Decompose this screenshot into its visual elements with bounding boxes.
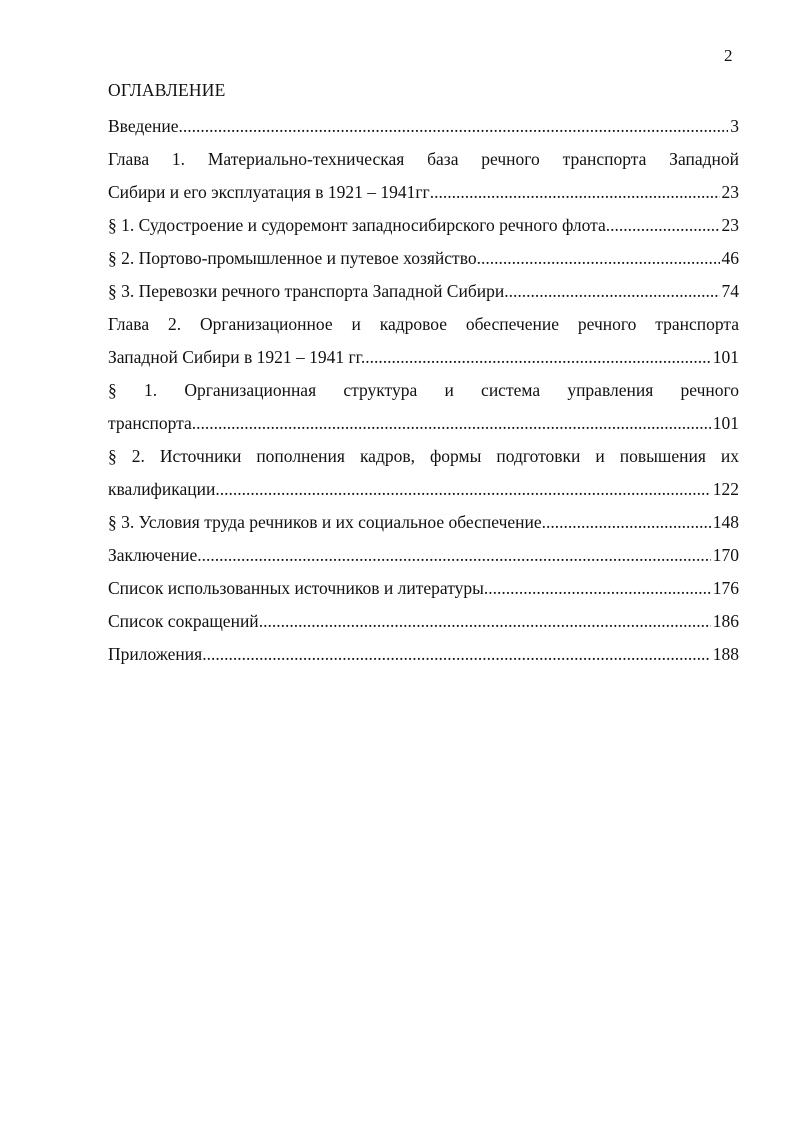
toc-entry-chapter-2[interactable] bbox=[108, 308, 739, 374]
toc-entry-page: 148 bbox=[712, 512, 739, 532]
dot-leader bbox=[179, 110, 729, 143]
toc-entry-chapter-2-section-3[interactable] bbox=[108, 506, 739, 539]
toc-entry-chapter-1[interactable] bbox=[108, 143, 739, 209]
toc-entry-page: 170 bbox=[712, 545, 739, 565]
toc-entry-chapter-1-section-3[interactable] bbox=[108, 275, 739, 308]
toc-entry-label-line1: § 2. Источники пополнения кадров, формы подготовки и повышения их bbox=[108, 446, 739, 466]
toc-entry-label-line1: Глава 2. Организационное и кадровое обеспечение речного транспорта bbox=[108, 314, 739, 334]
toc-entry-label: Заключение bbox=[108, 545, 198, 565]
dot-leader bbox=[542, 506, 711, 539]
toc-entry-label-line1: § 1. Организационная структура и система управления речного bbox=[108, 380, 739, 400]
toc-entry-appendices[interactable] bbox=[108, 638, 739, 671]
dot-leader bbox=[477, 242, 720, 275]
dot-leader bbox=[430, 176, 720, 209]
dot-leader bbox=[606, 209, 720, 242]
toc-entry-page: 101 bbox=[712, 413, 739, 433]
toc-entry-page: 101 bbox=[712, 347, 739, 367]
toc-entry-chapter-2-section-2[interactable] bbox=[108, 440, 739, 506]
toc-entry-label: Список сокращений bbox=[108, 611, 259, 631]
toc-entry-label: Список использованных источников и литературы bbox=[108, 578, 484, 598]
toc-entry-label: § 1. Судостроение и судоремонт западносибирского речного флота bbox=[108, 215, 606, 235]
toc-entry-label-line1: Глава 1. Материально-техническая база речного транспорта Западной bbox=[108, 149, 739, 169]
toc-entry-label-line2: транспорта bbox=[108, 413, 192, 433]
toc-entry-abbreviations[interactable] bbox=[108, 605, 739, 638]
toc-entry-page: 122 bbox=[712, 479, 739, 499]
toc-entry-label: Приложения bbox=[108, 644, 203, 664]
dot-leader bbox=[484, 572, 711, 605]
table-of-contents bbox=[108, 110, 739, 671]
toc-entry-chapter-1-section-1[interactable] bbox=[108, 209, 739, 242]
toc-heading: ОГЛАВЛЕНИЕ bbox=[108, 80, 226, 100]
toc-entry-page: 188 bbox=[712, 644, 739, 664]
toc-entry-conclusion[interactable] bbox=[108, 539, 739, 572]
toc-entry-page: 186 bbox=[712, 611, 739, 631]
toc-entry-page: 46 bbox=[721, 248, 739, 268]
dot-leader bbox=[259, 605, 711, 638]
toc-entry-sources[interactable] bbox=[108, 572, 739, 605]
toc-entry-page: 176 bbox=[712, 578, 739, 598]
dot-leader bbox=[365, 341, 710, 374]
dot-leader bbox=[215, 473, 710, 506]
dot-leader bbox=[197, 539, 711, 572]
dot-leader bbox=[509, 275, 720, 308]
toc-entry-label-line2: Западной Сибири в 1921 – 1941 гг. bbox=[108, 347, 366, 367]
toc-entry-chapter-1-section-2[interactable] bbox=[108, 242, 739, 275]
toc-entry-introduction[interactable] bbox=[108, 110, 739, 143]
toc-entry-chapter-2-section-1[interactable] bbox=[108, 374, 739, 440]
toc-entry-page: 3 bbox=[730, 116, 739, 136]
toc-entry-label: Введение bbox=[108, 116, 179, 136]
toc-entry-page: 23 bbox=[721, 182, 739, 202]
toc-entry-label-line2: Сибири и его эксплуатация в 1921 – 1941гг bbox=[108, 182, 430, 202]
dot-leader bbox=[202, 638, 711, 671]
toc-entry-label: § 3. Условия труда речников и их социальное обеспечение bbox=[108, 512, 542, 532]
toc-entry-label: § 3. Перевозки речного транспорта Западной Сибири. bbox=[108, 281, 509, 301]
toc-entry-page: 74 bbox=[721, 281, 739, 301]
page-number: 2 bbox=[724, 46, 733, 65]
toc-entry-label-line2: квалификации bbox=[108, 479, 216, 499]
dot-leader bbox=[192, 407, 711, 440]
toc-entry-label: § 2. Портово-промышленное и путевое хозяйство bbox=[108, 248, 477, 268]
toc-entry-page: 23 bbox=[721, 215, 739, 235]
